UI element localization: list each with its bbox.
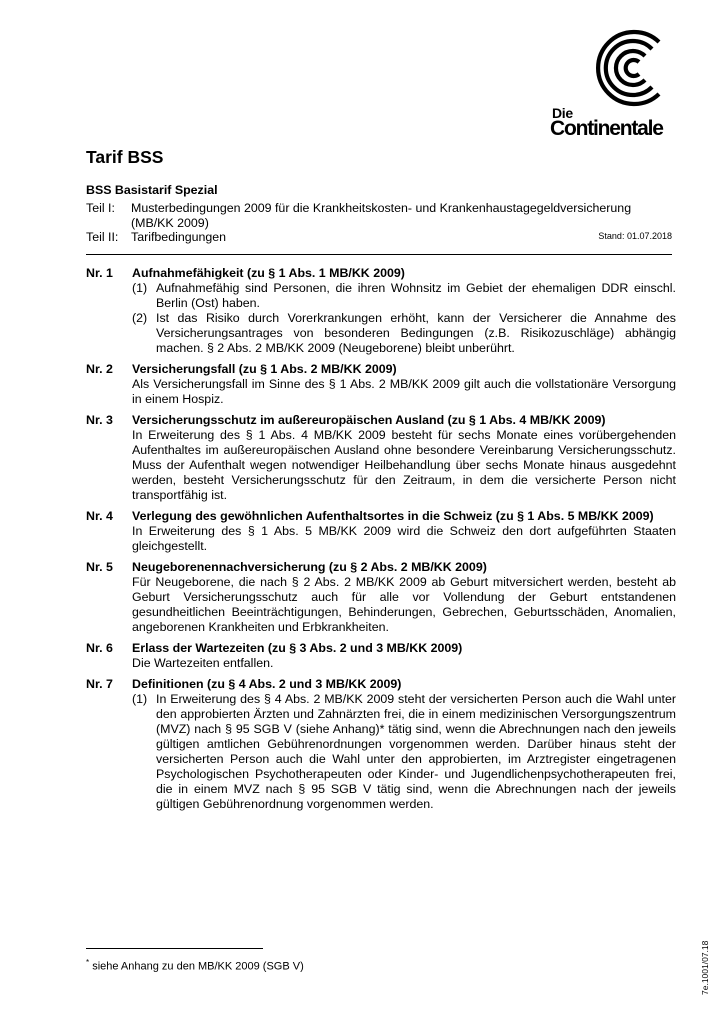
section-number: Nr. 2 xyxy=(86,362,113,376)
section-text: Als Versicherungsfall im Sinne des § 1 Abs. 2 MB/KK 2009 gilt auch die vollstationäre Versorgung in einem Hospiz. xyxy=(132,377,676,406)
page-title: Tarif BSS xyxy=(86,147,164,167)
section-nr-2 xyxy=(86,362,676,407)
item-number: (1) xyxy=(132,692,148,706)
footnote-divider xyxy=(86,948,263,949)
item-text: In Erweiterung des § 4 Abs. 2 MB/KK 2009 steht der versicherten Person auch die Wahl unter den approbierten Ärzten und Zahnärzten frei, die in einem medizinischen Versorgungszentrum (MVZ) nach § 95 SGB V (siehe Anhang)* tätig sind, wenn die Abrechnungen nach den jeweils gültigen amtlichen Gebührenordnungen vorgenommen werden. Darüber hinaus steht der versicherten Person auch die Wahl unter den approbierten, im Arztregister eingetragenen Psychologischen Psychotherapeuten oder Kinder- und Jugendlichenpsychotherapeuten frei, die in einem MVZ nach § 95 SGB V tätig sind, wenn die Abrechnungen nach der jeweils gültigen Gebührenordnung vorgenommen werden. xyxy=(156,692,676,811)
section-title: Versicherungsfall (zu § 1 Abs. 2 MB/KK 2009) xyxy=(132,362,397,376)
logo-text-continentale: Continentale xyxy=(550,117,663,140)
list-item xyxy=(132,311,676,356)
section-number: Nr. 3 xyxy=(86,413,113,427)
footnote xyxy=(86,958,304,973)
parts-list xyxy=(86,201,672,245)
section-nr-3 xyxy=(86,413,676,503)
part-row xyxy=(86,230,672,245)
item-number: (1) xyxy=(132,281,148,295)
part-row xyxy=(86,201,672,230)
section-nr-5 xyxy=(86,560,676,635)
form-code: 7e.1001/07.18 xyxy=(700,940,710,995)
section-heading xyxy=(86,266,676,281)
section-heading xyxy=(86,560,676,575)
part-text: Musterbedingungen 2009 für die Krankheitskosten- und Krankenhaustagegeldversicherung (MB/KK 2009) xyxy=(131,201,632,230)
section-number: Nr. 5 xyxy=(86,560,113,574)
list-item xyxy=(132,281,676,311)
part-label: Teil II: xyxy=(86,230,119,245)
section-text: In Erweiterung des § 1 Abs. 5 MB/KK 2009 wird die Schweiz den dort aufgeführten Staaten gleichgestellt. xyxy=(132,524,676,553)
item-text: Ist das Risiko durch Vorerkrankungen erhöht, kann der Versicherer die Annahme des Versicherungsantrages von besonderen Bedingungen (z.B. Risikozuschläge) abhängig machen. § 2 Abs. 2 MB/KK 2009 (Neugeborene) bleibt unberührt. xyxy=(156,311,676,355)
part-label: Teil I: xyxy=(86,201,115,215)
section-nr-6 xyxy=(86,641,676,671)
part-text: Tarifbedingungen xyxy=(131,230,227,245)
section-heading xyxy=(86,509,676,524)
section-body xyxy=(132,281,676,356)
section-title: Versicherungsschutz im außereuropäischen Ausland (zu § 1 Abs. 4 MB/KK 2009) xyxy=(132,413,606,427)
section-title: Aufnahmefähigkeit (zu § 1 Abs. 1 MB/KK 2009) xyxy=(132,266,405,280)
company-logo xyxy=(540,28,690,140)
section-title: Erlass der Wartezeiten (zu § 3 Abs. 2 und 3 MB/KK 2009) xyxy=(132,641,463,655)
section-heading xyxy=(86,677,676,692)
section-title: Neugeborenennachversicherung (zu § 2 Abs. 2 MB/KK 2009) xyxy=(132,560,487,574)
section-nr-1 xyxy=(86,266,676,356)
logo-text-die: Die xyxy=(552,105,573,121)
footnote-mark: * xyxy=(86,958,90,967)
header-divider xyxy=(86,254,672,255)
list-item xyxy=(132,692,676,812)
section-body xyxy=(132,692,676,812)
section-nr-4 xyxy=(86,509,676,554)
section-nr-7 xyxy=(86,677,676,812)
sections-list xyxy=(86,266,676,818)
section-title: Definitionen (zu § 4 Abs. 2 und 3 MB/KK 2009) xyxy=(132,677,402,691)
item-number: (2) xyxy=(132,311,148,325)
section-number: Nr. 4 xyxy=(86,509,113,523)
continentale-c-logo-icon xyxy=(590,28,670,108)
document-subtitle: BSS Basistarif Spezial xyxy=(86,183,218,197)
footnote-text: siehe Anhang zu den MB/KK 2009 (SGB V) xyxy=(92,960,304,973)
section-text: Die Wartezeiten entfallen. xyxy=(132,656,274,670)
item-text: Aufnahmefähig sind Personen, die ihren Wohnsitz im Gebiet der ehemaligen DDR einschl. Berlin (Ost) haben. xyxy=(156,281,676,310)
section-title: Verlegung des gewöhnlichen Aufenthaltsortes in die Schweiz (zu § 1 Abs. 5 MB/KK 2009) xyxy=(132,509,654,523)
section-number: Nr. 1 xyxy=(86,266,113,280)
section-heading xyxy=(86,413,676,428)
section-text: In Erweiterung des § 1 Abs. 4 MB/KK 2009 besteht für sechs Monate eines vorübergehenden Aufenthaltes im außereuropäischen Ausland ohne besondere Vereinbarung Versicherungsschutz. Muss der Aufenthalt wegen notwendiger Heilbehandlung über sechs Monate hinaus ausgedehnt werden, besteht Versicherungsschutz für den Zeitraum, in dem die versicherte Person nicht transportfähig ist. xyxy=(132,428,676,502)
section-text: Für Neugeborene, die nach § 2 Abs. 2 MB/KK 2009 ab Geburt mitversichert werden, besteht ab Geburt Versicherungsschutz auch für alle vor Vollendung der Geburt entstandenen gesundheitlichen Beeinträchtigungen, Behinderungen, Gebrechen, Geburtsschäden, Anomalien, angeborenen Krankheiten und Erbkrankheiten. xyxy=(132,575,676,634)
section-number: Nr. 6 xyxy=(86,641,113,655)
section-heading xyxy=(86,641,676,656)
section-heading xyxy=(86,362,676,377)
stand-date: Stand: 01.07.2018 xyxy=(598,231,672,242)
section-number: Nr. 7 xyxy=(86,677,113,691)
